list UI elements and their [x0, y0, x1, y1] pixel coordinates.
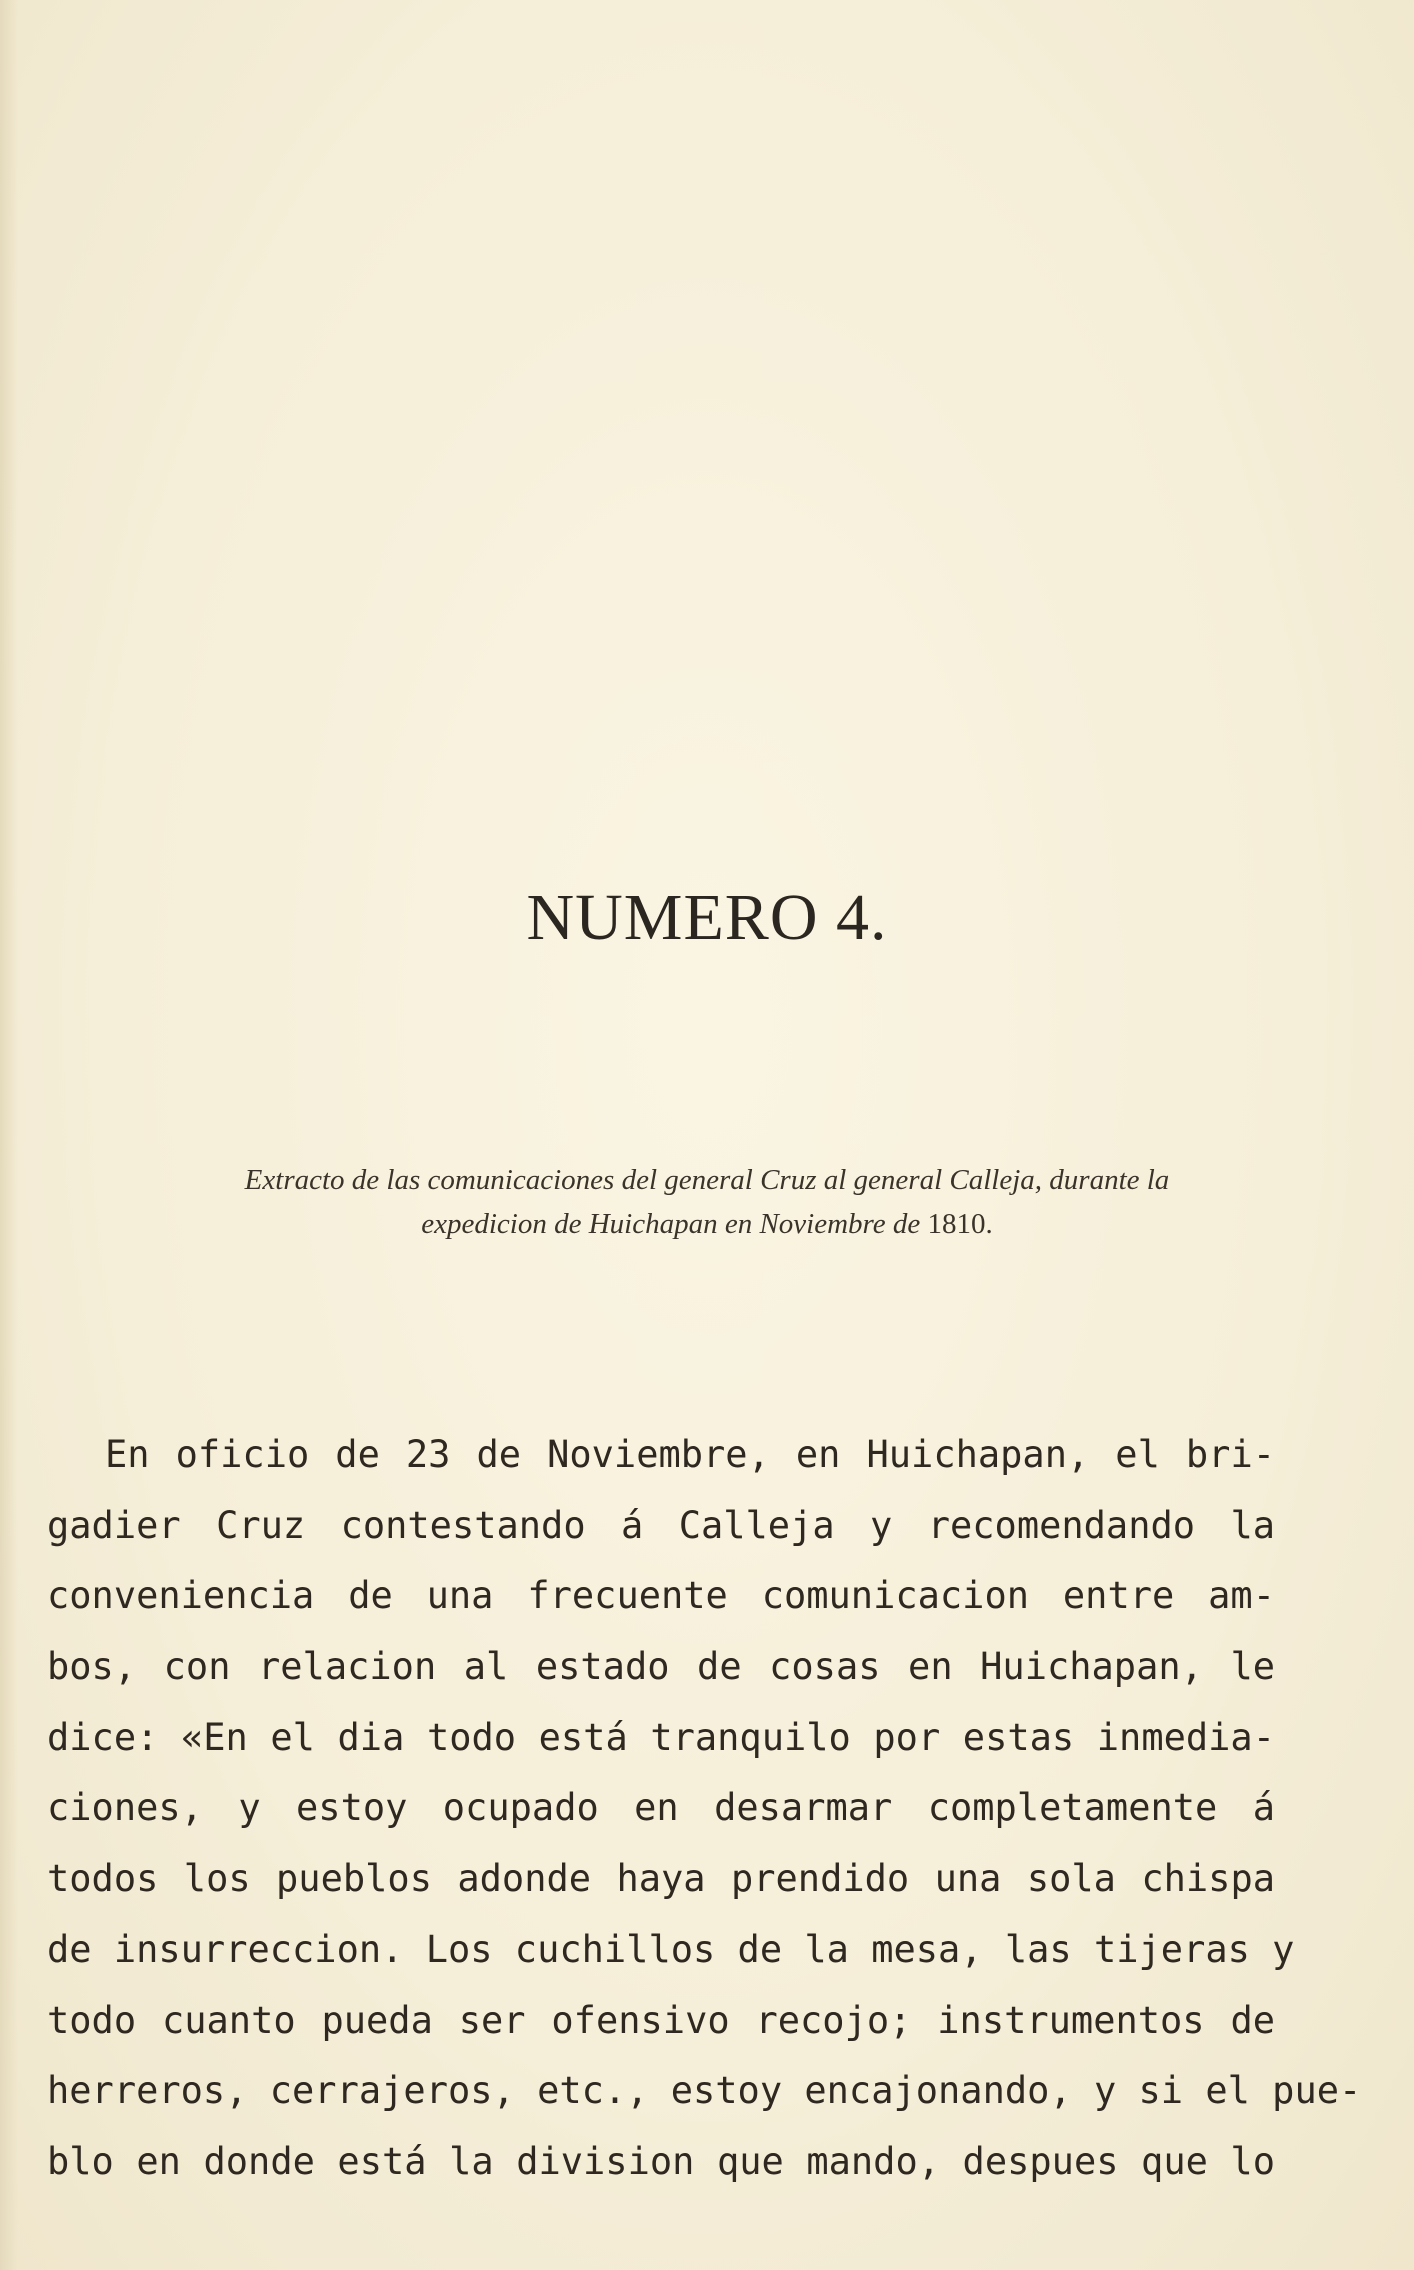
body-paragraph: [47, 1420, 1362, 2198]
text-line: herreros, cerrajeros, etc., estoy encajonando, y si el pue-: [47, 2069, 1362, 2113]
text-line: conveniencia de una frecuente comunicacion entre am-: [47, 1574, 1275, 1618]
text-line: gadier Cruz contestando á Calleja y recomendando la: [47, 1503, 1275, 1547]
subtitle-line-2: [120, 1202, 1294, 1246]
subtitle-line-1: Extracto de las comunicaciones del general Cruz al general Calleja, durante la: [244, 1164, 1170, 1196]
text-line: todos los pueblos adonde haya prendido una sola chispa: [47, 1857, 1275, 1901]
text-line: de insurreccion. Los cuchillos de la mesa, las tijeras y: [47, 1927, 1295, 1971]
text-line: En oficio de 23 de Noviembre, en Huichapan, el bri-: [105, 1433, 1275, 1476]
text-line: ciones, y estoy ocupado en desarmar completamente á: [47, 1786, 1275, 1830]
page-edge-shadow: [0, 0, 18, 2270]
subtitle-year: 1810.: [927, 1208, 993, 1240]
text-line: todo cuanto pueda ser ofensivo recojo; instrumentos de: [47, 1998, 1275, 2042]
subtitle-line-2-text: expedicion de Huichapan en Noviembre de: [421, 1208, 921, 1240]
section-heading: NUMERO 4.: [526, 881, 888, 954]
text-line: blo en donde está la division que mando, despues que lo: [47, 2139, 1275, 2183]
text-line: bos, con relacion al estado de cosas en Huichapan, le: [47, 1645, 1275, 1689]
section-subtitle: [120, 1158, 1294, 1246]
text-line: dice: «En el dia todo está tranquilo por estas inmedia-: [47, 1715, 1275, 1759]
